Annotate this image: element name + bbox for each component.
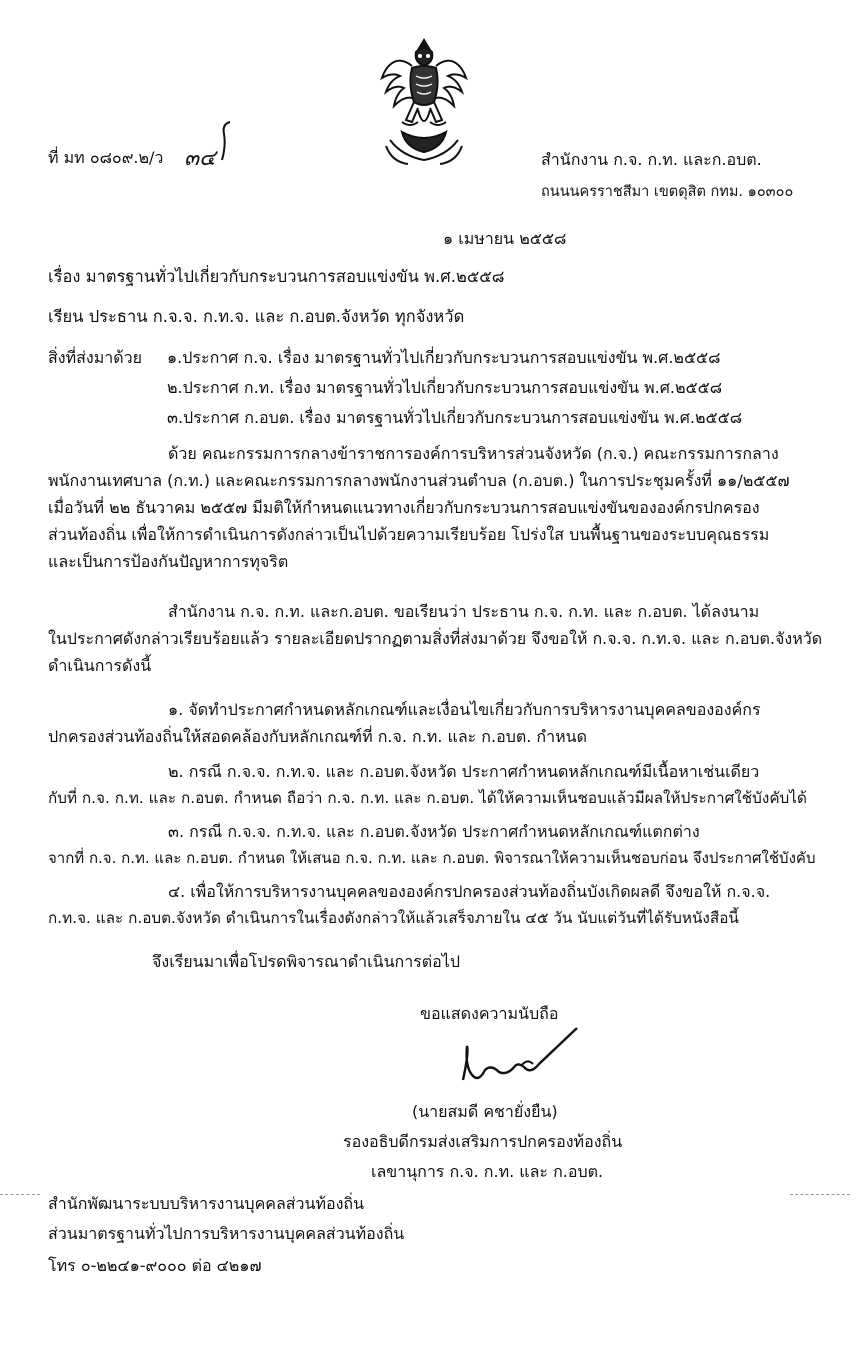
- paragraph-line: ในประกาศดังกล่าวเรียบร้อยแล้ว รายละเอียดปรากฏตามสิ่งที่ส่งมาด้วย จึงขอให้ ก.จ.จ. ก.ท.จ. และ ก.อบต.จังหวัด: [48, 629, 823, 648]
- footer-division: ส่วนมาตรฐานทั่วไปการบริหารงานบุคคลส่วนท้องถิ่น: [48, 1224, 405, 1243]
- paragraph-line: ปกครองส่วนท้องถิ่นให้สอดคล้องกับหลักเกณฑ์ที่ ก.จ. ก.ท. และ ก.อบต. กำหนด: [48, 727, 587, 746]
- closing-sentence: จึงเรียนมาเพื่อโปรดพิจารณาดำเนินการต่อไป: [152, 952, 460, 971]
- paragraph-line: ส่วนท้องถิ่น เพื่อให้การดำเนินการดังกล่าวเป็นไปด้วยความเรียบร้อย โปร่งใส บนพื้นฐานของระบบคุณธรรม: [48, 525, 770, 544]
- handwriting-stroke-icon: [204, 120, 234, 162]
- divider: [0, 1194, 40, 1195]
- signer-position: รองอธิบดีกรมส่งเสริมการปกครองท้องถิ่น: [343, 1132, 623, 1151]
- paragraph-line: สำนักงาน ก.จ. ก.ท. และก.อบต. ขอเรียนว่า ประธาน ก.จ. ก.ท. และ ก.อบต. ได้ลงนาม: [168, 602, 760, 621]
- reference-handwritten-number: ๓๔: [184, 146, 216, 171]
- regards-text: ขอแสดงความนับถือ: [420, 1004, 559, 1023]
- enclosure-item: ๒.ประกาศ ก.ท. เรื่อง มาตรฐานทั่วไปเกี่ยวกับกระบวนการสอบแข่งขัน พ.ศ.๒๕๕๘: [167, 378, 723, 397]
- paragraph-line: ดำเนินการดังนี้: [48, 656, 152, 675]
- body-paragraph-1: [48, 440, 808, 575]
- paragraph-line: กับที่ ก.จ. ก.ท. และ ก.อบต. กำหนด ถือว่า ก.จ. ก.ท. และ ก.อบต. ได้ให้ความเห็นชอบแล้วมีผลให้ประกาศใช้บังคับได้: [48, 789, 807, 807]
- paragraph-line: ๔. เพื่อให้การบริหารงานบุคคลขององค์กรปกครองส่วนท้องถิ่นบังเกิดผลดี จึงขอให้ ก.จ.จ.: [168, 882, 771, 901]
- instruction-item-1: [48, 696, 808, 750]
- office-address: ถนนนครราชสีมา เขตดุสิต กทม. ๑๐๓๐๐: [541, 184, 794, 200]
- paragraph-line: ก.ท.จ. และ ก.อบต.จังหวัด ดำเนินการในเรื่องดังกล่าวให้แล้วเสร็จภายใน ๔๕ วัน นับแต่วันที่ได้รับหนังสือนี้: [48, 909, 739, 927]
- handwritten-signature-icon: [455, 1022, 585, 1092]
- letter-subject: เรื่อง มาตรฐานทั่วไปเกี่ยวกับกระบวนการสอบแข่งขัน พ.ศ.๒๕๕๘: [48, 267, 505, 286]
- garuda-emblem-icon: [372, 36, 476, 166]
- instruction-item-4: [48, 878, 808, 932]
- footer-phone: โทร ๐-๒๒๔๑-๙๐๐๐ ต่อ ๔๒๑๗: [48, 1256, 262, 1275]
- paragraph-line: และเป็นการป้องกันปัญหาการทุจริต: [48, 552, 289, 571]
- paragraph-line: ด้วย คณะกรรมการกลางข้าราชการองค์การบริหารส่วนจังหวัด (ก.จ.) คณะกรรมการกลาง: [168, 444, 779, 463]
- enclosure-item: ๑.ประกาศ ก.จ. เรื่อง มาตรฐานทั่วไปเกี่ยวกับกระบวนการสอบแข่งขัน พ.ศ.๒๕๕๘: [167, 348, 721, 367]
- instruction-item-3: [48, 818, 816, 872]
- paragraph-line: ๓. กรณี ก.จ.จ. ก.ท.จ. และ ก.อบต.จังหวัด ประกาศกำหนดหลักเกณฑ์แตกต่าง: [168, 822, 700, 841]
- paragraph-line: พนักงานเทศบาล (ก.ท.) และคณะกรรมการกลางพนักงานส่วนตำบล (ก.อบต.) ในการประชุมครั้งที่ ๑๑/๒๕๕๗: [48, 471, 790, 490]
- divider: [790, 1194, 850, 1195]
- footer-department: สำนักพัฒนาระบบบริหารงานบุคคลส่วนท้องถิ่น: [48, 1194, 365, 1213]
- letter-date: ๑ เมษายน ๒๕๕๘: [443, 229, 567, 248]
- enclosures-label: สิ่งที่ส่งมาด้วย: [48, 348, 142, 367]
- reference-number: ที่ มท ๐๘๐๙.๒/ว: [48, 148, 164, 167]
- body-paragraph-2: [48, 598, 823, 679]
- instruction-item-2: [48, 758, 808, 812]
- paragraph-line: ๒. กรณี ก.จ.จ. ก.ท.จ. และ ก.อบต.จังหวัด ประกาศกำหนดหลักเกณฑ์มีเนื้อหาเช่นเดียว: [168, 762, 760, 781]
- office-name: สำนักงาน ก.จ. ก.ท. และก.อบต.: [541, 150, 762, 169]
- signer-secondary-position: เลขานุการ ก.จ. ก.ท. และ ก.อบต.: [371, 1162, 604, 1181]
- paragraph-line: ๑. จัดทำประกาศกำหนดหลักเกณฑ์และเงื่อนไขเกี่ยวกับการบริหารงานบุคคลขององค์กร: [168, 700, 761, 719]
- paragraph-line: เมื่อวันที่ ๒๒ ธันวาคม ๒๕๕๗ มีมติให้กำหนดแนวทางเกี่ยวกับกระบวนการสอบแข่งขันขององค์กรปกครอง: [48, 498, 760, 517]
- signer-name: (นายสมดี คชายั่งยืน): [412, 1102, 558, 1121]
- enclosure-item: ๓.ประกาศ ก.อบต. เรื่อง มาตรฐานทั่วไปเกี่ยวกับกระบวนการสอบแข่งขัน พ.ศ.๒๕๕๘: [167, 408, 743, 427]
- letter-recipient: เรียน ประธาน ก.จ.จ. ก.ท.จ. และ ก.อบต.จังหวัด ทุกจังหวัด: [48, 307, 465, 326]
- paragraph-line: จากที่ ก.จ. ก.ท. และ ก.อบต. กำหนด ให้เสนอ ก.จ. ก.ท. และ ก.อบต. พิจารณาให้ความเห็นชอบก่อน จึงประกาศใช้บังคับ: [48, 849, 816, 867]
